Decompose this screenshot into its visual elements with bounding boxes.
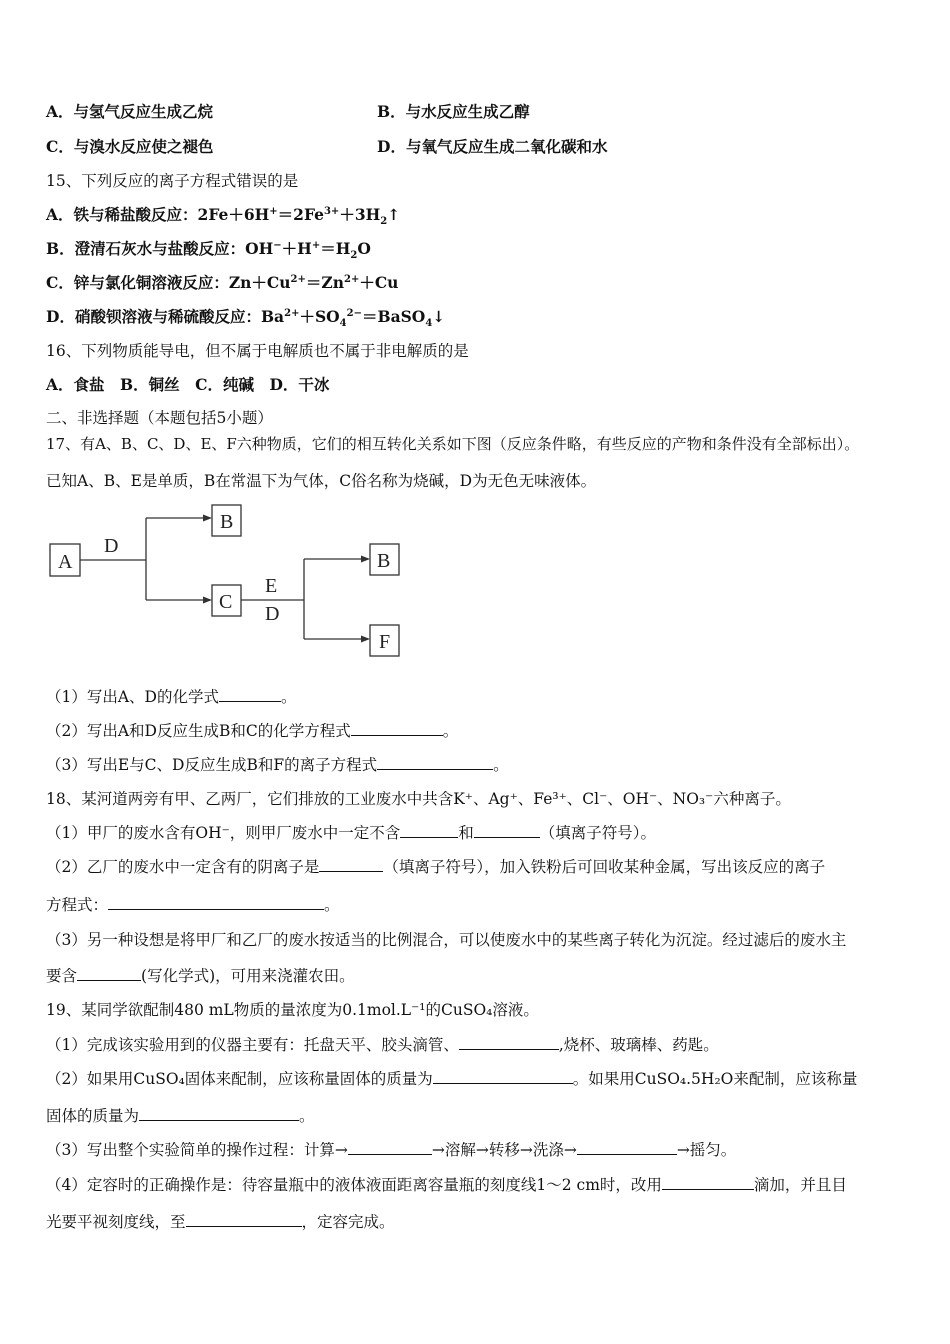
q17-part2: （2）写出A和D反应生成B和C的化学方程式 。 xyxy=(46,722,459,740)
q14-option-c: C．与溴水反应使之褪色 xyxy=(46,137,214,156)
diagram-box-b-top: B xyxy=(220,511,234,533)
q18-stem: 18、某河道两旁有甲、乙两厂，它们排放的工业废水中共含K⁺、Ag⁺、Fe³⁺、Cl⁻、OH⁻、NO₃⁻六种离子。 xyxy=(46,790,791,808)
q15-option-b: B．澄清石灰水与盐酸反应：$OH^-+H^+=H_2O$ xyxy=(46,239,371,262)
q18-part2: （2）乙厂的废水中一定含有的阴离子是 （填离子符号），加入铁粉后可回收某种金属，写出该反应的离子 xyxy=(46,858,826,876)
diagram-box-a: A xyxy=(58,551,73,573)
q18-part3: （3）另一种设想是将甲厂和乙厂的废水按适当的比例混合，可以使废水中的某些离子转化为沉淀。经过滤后的废水主 xyxy=(46,931,847,949)
q19-part4: （4）定容时的正确操作是：待容量瓶中的液体液面距离容量瓶的刻度线1～2 cm时，改用 滴加，并且目 xyxy=(46,1176,847,1194)
q19-part3: （3）写出整个实验简单的操作过程：计算→ →溶解→转移→洗涤→ →摇匀。 xyxy=(46,1141,737,1159)
q17-part3: （3）写出E与C、D反应生成B和F的离子方程式 。 xyxy=(46,756,509,774)
q16-options: A．食盐 B．铜丝 C．纯碱 D．干冰 xyxy=(46,375,330,394)
q15-option-a: A．铁与稀盐酸反应：$2Fe+6H^+=2Fe^{3+}+3H_2↑$ xyxy=(46,205,401,228)
q18-part1: （1）甲厂的废水含有OH⁻，则甲厂废水中一定不含 和 （填离子符号）。 xyxy=(46,824,657,842)
diagram-label-d1: D xyxy=(104,535,119,557)
q17-part1: （1）写出A、D的化学式 。 xyxy=(46,688,297,706)
q16-stem: 16、下列物质能导电，但不属于电解质也不属于非电解质的是 xyxy=(46,342,469,360)
q15-option-d: D．硝酸钡溶液与稀硫酸反应：$Ba^{2+}+SO_4^{2-}=BaSO_4↓$ xyxy=(46,307,446,330)
q17-stem-line1: 17、有A、B、C、D、E、F六种物质，它们的相互转化关系如下图（反应条件略，有些反应的产物和条件没有全部标出）。 xyxy=(46,435,860,453)
q19-part2-cont: 固体的质量为 。 xyxy=(46,1107,315,1125)
diagram-label-e: E xyxy=(265,575,278,597)
q15-option-c: C．锌与氯化铜溶液反应：$Zn+Cu^{2+}=Zn^{2+}+Cu$ xyxy=(46,273,399,292)
q19-stem: 19、某同学欲配制480 mL物质的量浓度为0.1mol.L⁻¹的CuSO₄溶液。 xyxy=(46,1001,539,1019)
reaction-diagram xyxy=(46,500,426,665)
q19-part2: （2）如果用CuSO₄固体来配制，应该称量固体的质量为 。如果用CuSO₄.5H₂O来配制，应该称量 xyxy=(46,1070,858,1088)
q19-part1: （1）完成该实验用到的仪器主要有：托盘天平、胶头滴管、 ,烧杯、玻璃棒、药匙。 xyxy=(46,1036,719,1054)
q18-part2-cont: 方程式： 。 xyxy=(46,896,340,914)
q15-stem: 15、下列反应的离子方程式错误的是 xyxy=(46,172,299,190)
q14-option-d: D．与氧气反应生成二氧化碳和水 xyxy=(377,137,608,156)
q14-option-a: A．与氢气反应生成乙烷 xyxy=(46,102,214,121)
diagram-box-c: C xyxy=(219,591,233,613)
q17-stem-line2: 已知A、B、E是单质，B在常温下为气体，C俗名称为烧碱，D为无色无味液体。 xyxy=(46,472,597,490)
diagram-box-b-right: B xyxy=(377,550,391,572)
section-heading: 二、非选择题（本题包括5小题） xyxy=(46,409,273,427)
diagram-box-f: F xyxy=(379,631,391,653)
q14-option-b: B．与水反应生成乙醇 xyxy=(377,102,530,121)
diagram-label-d2: D xyxy=(265,603,280,625)
q18-part3-cont: 要含 (写化学式)，可用来浇灌农田。 xyxy=(46,967,355,985)
q19-part4-cont: 光要平视刻度线，至 ，定容完成。 xyxy=(46,1213,395,1231)
